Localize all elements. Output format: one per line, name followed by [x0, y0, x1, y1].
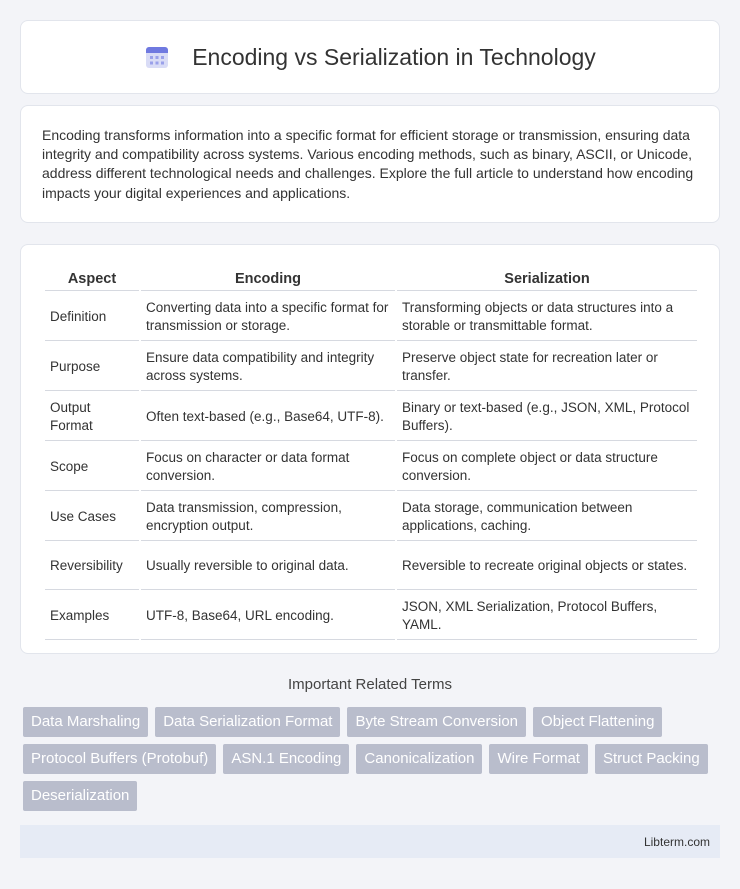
cell-encoding: Converting data into a specific format for transmission or storage. [141, 293, 395, 341]
term-tag[interactable]: Object Flattening [533, 707, 662, 737]
header-encoding: Encoding [141, 267, 395, 291]
table-row [45, 493, 697, 541]
cell-aspect: Reversibility [45, 543, 139, 590]
cell-serialization: Reversible to recreate original objects or states. [397, 543, 697, 590]
cell-encoding: Usually reversible to original data. [141, 543, 395, 590]
header-aspect: Aspect [45, 267, 139, 291]
cell-serialization: JSON, XML Serialization, Protocol Buffers, YAML. [397, 592, 697, 640]
term-tag[interactable]: ASN.1 Encoding [223, 744, 349, 774]
table-row [45, 343, 697, 391]
term-tag[interactable]: Protocol Buffers (Protobuf) [23, 744, 216, 774]
table-header-row [45, 267, 697, 291]
term-tag[interactable]: Wire Format [489, 744, 588, 774]
header-card [20, 20, 720, 94]
comparison-table-card [20, 244, 720, 654]
related-terms-list [23, 707, 723, 818]
page-title: Encoding vs Serialization in Technology [192, 43, 596, 70]
cell-aspect: Output Format [45, 393, 139, 441]
footer-site-link[interactable]: Libterm.com [643, 834, 710, 849]
cell-serialization: Focus on complete object or data structure conversion. [397, 443, 697, 491]
comparison-table [43, 265, 699, 642]
cell-aspect: Purpose [45, 343, 139, 391]
cell-aspect: Use Cases [45, 493, 139, 541]
cell-aspect: Scope [45, 443, 139, 491]
intro-text: Encoding transforms information into a specific format for efficient storage or transmission, ensuring data integrity and compatibility across systems. Various encoding methods, such as binary, ASCII, or Unicode, address different technological needs and challenges. Explore the full article to understand how encoding impacts your digital experiences and applications. [42, 127, 694, 201]
term-tag[interactable]: Canonicalization [356, 744, 482, 774]
cell-serialization: Binary or text-based (e.g., JSON, XML, Protocol Buffers). [397, 393, 697, 441]
cell-encoding: Ensure data compatibility and integrity across systems. [141, 343, 395, 391]
table-row [45, 543, 697, 590]
intro-card [20, 105, 720, 223]
table-row [45, 592, 697, 640]
cell-aspect: Definition [45, 293, 139, 341]
related-terms-title: Important Related Terms [288, 676, 452, 693]
term-tag[interactable]: Data Marshaling [23, 707, 148, 737]
cell-encoding: Focus on character or data format conversion. [141, 443, 395, 491]
cell-aspect: Examples [45, 592, 139, 640]
cell-serialization: Preserve object state for recreation later or transfer. [397, 343, 697, 391]
header-serialization: Serialization [397, 267, 697, 291]
cell-encoding: UTF-8, Base64, URL encoding. [141, 592, 395, 640]
cell-encoding: Often text-based (e.g., Base64, UTF-8). [141, 393, 395, 441]
calendar-icon [144, 44, 170, 70]
term-tag[interactable]: Byte Stream Conversion [347, 707, 526, 737]
table-row [45, 393, 697, 441]
table-row [45, 293, 697, 341]
term-tag[interactable]: Data Serialization Format [155, 707, 340, 737]
cell-serialization: Data storage, communication between applications, caching. [397, 493, 697, 541]
table-row [45, 443, 697, 491]
term-tag[interactable]: Deserialization [23, 781, 137, 811]
term-tag[interactable]: Struct Packing [595, 744, 708, 774]
cell-serialization: Transforming objects or data structures into a storable or transmittable format. [397, 293, 697, 341]
footer [20, 825, 720, 858]
cell-encoding: Data transmission, compression, encryption output. [141, 493, 395, 541]
